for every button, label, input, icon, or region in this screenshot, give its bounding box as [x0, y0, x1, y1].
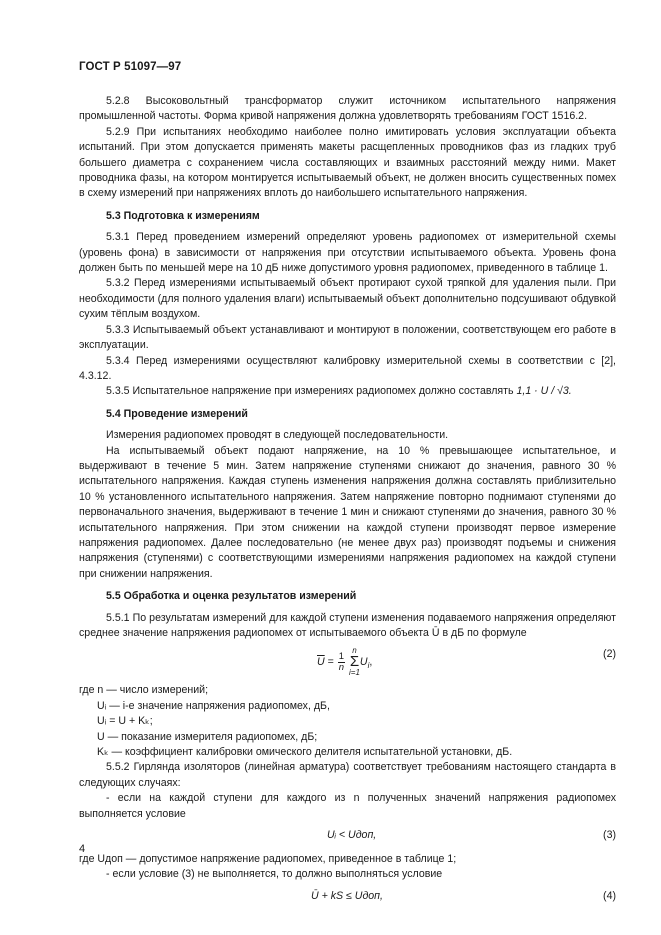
page-number: 4: [79, 843, 86, 855]
document-code: ГОСТ Р 51097—97: [79, 61, 182, 73]
section-heading-5-3: 5.3 Подготовка к измерениям: [106, 209, 260, 222]
formula-3-expression: Uᵢ < Uдоп,: [327, 829, 377, 842]
section-heading-5-5: 5.5 Обработка и оценка результатов измерений: [106, 590, 357, 603]
formula-4-number: (4): [603, 889, 616, 902]
formula-2-tail: ,: [369, 656, 373, 669]
paragraph-5-2-8: 5.2.8 Высоковольтный трансформатор служит источником испытательного напряжения промышленной частоты. Форма кривой напряжения должна удовлетворять требованиям ГОСТ 1516.2.: [79, 95, 616, 123]
formula-4-expression: Ū + kS ≤ Uдоп,: [311, 889, 383, 902]
paragraph-5-5-2: 5.5.2 Гирлянда изоляторов (линейная арматура) соответствует требованиям настоящего стандарта в следующих случаях:: [79, 761, 616, 789]
where-line-2: Uᵢ — i-е значение напряжения радиопомех, дБ,: [97, 699, 330, 712]
formula-2-sum: [349, 647, 360, 677]
paragraph-5-3-3: 5.3.3 Испытываемый объект устанавливают и монтируют в положении, соответствующем его работе в эксплуатации.: [79, 323, 616, 352]
where-line-5: Kₖ — коэффициент калибровки омического делителя испытательной установки, дБ.: [97, 746, 513, 759]
formula-2: [79, 641, 616, 683]
formula-2-numerator: 1: [338, 650, 345, 662]
formula-2-sum-bottom: i=1: [349, 668, 360, 678]
formula-2-term: U: [359, 656, 368, 669]
formula-2-fraction: [338, 652, 345, 673]
section-heading-5-4: 5.4 Проведение измерений: [106, 407, 248, 420]
paragraph-5-3-1: 5.3.1 Перед проведением измерений определяют уровень радиопомех от измерительной схемы (уровень фона) в зависимости от напряжения при отсутствии испытываемого объекта. Уровень фона должен быть по меньшей мере на 10 дБ ниже допустимого уровня радиопомех, приведенного в таблице 1.: [79, 231, 616, 275]
formula-2-expression: [317, 647, 372, 677]
paragraph-5-3-5: [79, 384, 616, 399]
formula-2-term-sub: i: [367, 661, 370, 671]
paragraph-5-3-4: 5.3.4 Перед измерениями осуществляют калибровку измерительной схемы в соответствии с [2], 4.3.12.: [79, 354, 616, 382]
paragraph-5-4-procedure: На испытываемый объект подают напряжение, на 10 % превышающее испытательное, и выдерживают в течение 5 мин. Затем напряжение ступенями снижают до значения, равного 30 % испытательного напряжения. Каждая ступень изменения напряжения должна составлять приблизительно 10 % установленного испытательного напряжения. Затем напряжение повторно поднимают ступенями до первоначального значения, выдерживают в течение 1 мин и снижают ступенями до значения, равного 30 % испытательного напряжения. При этом снижении на каждой ступени производят первое измерение напряжения радиопомех. Далее последовательно (не менее двух раз) производят подъемы и снижения напряжения (ступенями) с соответствующими измерениями напряжения радиопомех на каждой ступени при снижении напряжения.: [79, 444, 616, 580]
formula-3-number: (3): [603, 829, 616, 842]
formula-3: [79, 822, 616, 852]
formula-2-number: (2): [603, 648, 616, 661]
paragraph-5-5-1: 5.5.1 По результатам измерений для каждой ступени изменения подаваемого напряжения определяют среднее значение напряжения радиопомех от испытываемого объекта Ū в дБ по формуле: [79, 611, 616, 639]
formula-4: [79, 883, 616, 913]
where-udop: где Uдоп — допустимое напряжение радиопомех, приведенное в таблице 1;: [79, 853, 457, 866]
formula-2-eq: =: [327, 656, 334, 669]
paragraph-5-2-9: 5.2.9 При испытаниях необходимо наиболее полно имитировать условия эксплуатации объекта испытаний. При этом допускается применять макеты расщепленных проводников фаз из гладких труб большего диаметра с сохранением числа составляющих и взаимных расстояний между ними. Макет проводника фазы, на котором монтируется испытываемый объект, не должен вносить существенных помех в схему измерений при напряжениях вплоть до наибольшего испытательного напряжения.: [79, 125, 616, 200]
test-voltage-formula: 1,1 · U / √3.: [516, 385, 572, 398]
paragraph-5-3-2: 5.3.2 Перед измерениями испытываемый объект протирают сухой тряпкой для удаления пыли. При необходимости (для полного удаления влаги) испытываемый объект дополнительно подсушивают обдувкой сухим тёплым воздухом.: [79, 277, 616, 321]
where-line-4: U — показание измерителя радиопомех, дБ;: [97, 730, 318, 743]
where-line-1: где n — число измерений;: [79, 684, 209, 697]
formula-2-lhs: $\overline{U}$: [317, 656, 325, 669]
paragraph-5-3-5-text: 5.3.5 Испытательное напряжение при измерениях радиопомех должно составлять: [106, 385, 514, 398]
paragraph-5-4-intro: Измерения радиопомех проводят в следующей последовательности.: [106, 429, 449, 442]
formula-2-sum-top: n: [352, 646, 357, 656]
case-2: - если условие (3) не выполняется, то должно выполняться условие: [106, 868, 443, 881]
case-1: - если на каждой ступени для каждого из n полученных значений напряжения радиопомех выполняется условие: [79, 792, 616, 820]
formula-2-denominator: n: [338, 661, 345, 673]
where-line-3: Uᵢ = U + Kₖ;: [97, 715, 153, 728]
sigma-symbol: Σ: [349, 653, 360, 671]
page-body: [79, 94, 616, 913]
